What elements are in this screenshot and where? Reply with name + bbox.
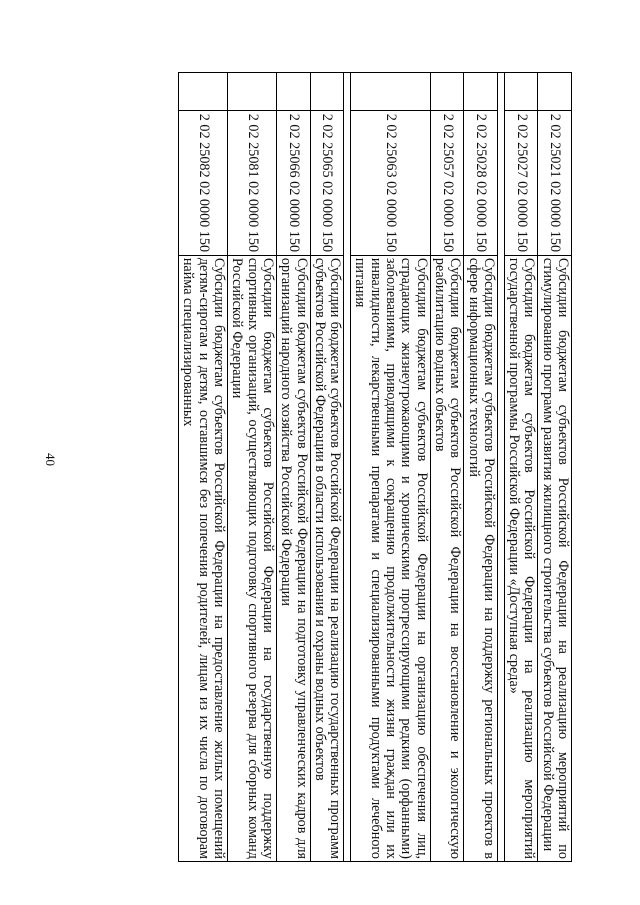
blank-cell xyxy=(228,73,277,111)
blank-cell xyxy=(276,73,310,111)
description-cell: Субсидии бюджетам субъектов Российской Федерации на подготовку управленческих кадров для организаций народного хозяйства Российской Федерации xyxy=(276,255,310,861)
blank-cell xyxy=(504,73,538,111)
description-cell: Субсидии бюджетам субъектов Российской Федерации на реализацию мероприятий по стимулированию программ развития жилищного строительства субъектов Российской Федерации xyxy=(538,255,572,861)
description-cell: Субсидии бюджетам субъектов Российской Федерации на предоставление жилых помещений детям-сиротам и детям, оставшимся без попечения родителей, лицам из их числа по договорам найма специализированных xyxy=(179,255,228,861)
blank-cell xyxy=(538,73,572,111)
code-cell: 2 02 25057 02 0000 150 xyxy=(430,111,464,256)
table-row xyxy=(179,73,228,862)
table-row xyxy=(464,73,498,862)
budget-codes-table xyxy=(178,72,572,862)
description-cell: Субсидии бюджетам субъектов Российской Федерации на восстановление и экологическую реабилитацию водных объектов xyxy=(430,255,464,861)
code-cell: 2 02 25028 02 0000 150 xyxy=(464,111,498,256)
blank-cell xyxy=(310,73,344,111)
page-number: 40 xyxy=(43,453,58,466)
code-cell: 2 02 25082 02 0000 150 xyxy=(179,111,228,256)
code-cell: 2 02 25066 02 0000 150 xyxy=(276,111,310,256)
code-cell: 2 02 25027 02 0000 150 xyxy=(504,111,538,256)
code-cell: 2 02 25021 02 0000 150 xyxy=(538,111,572,256)
table-row xyxy=(504,73,538,862)
description-cell: Субсидии бюджетам субъектов Российской Федерации на реализацию мероприятий государственной программы Российской Федерации «Доступная среда» xyxy=(504,255,538,861)
blank-cell xyxy=(179,73,228,111)
code-cell: 2 02 25065 02 0000 150 xyxy=(310,111,344,256)
table-row xyxy=(228,73,277,862)
description-cell: Субсидии бюджетам субъектов Российской Федерации на государственную поддержку спортивных организаций, осуществляющих подготовку спортивного резерва для сборных команд Российской Федерации xyxy=(228,255,277,861)
table-gap-row xyxy=(344,73,351,862)
description-cell: Субсидии бюджетам субъектов Российской Федерации на реализацию государственных программ субъектов Российской Федерации в области использования и охраны водных объектов xyxy=(310,255,344,861)
table-row xyxy=(538,73,572,862)
gap-cell xyxy=(344,73,351,862)
table-gap-row xyxy=(497,73,504,862)
description-cell: Субсидии бюджетам субъектов Российской Федерации на организацию обеспечения лиц, страдающих жизнеугрожающими и хроническими прогрессирующими редкими (орфанными) заболеваниями, приводящими к сокращению продолжительности жизни граждан или их инвалидности, лекарственными препаратами и специализированными продуктами лечебного питания xyxy=(351,255,430,861)
table-row xyxy=(351,73,430,862)
blank-cell xyxy=(351,73,430,111)
table-row xyxy=(276,73,310,862)
table-row xyxy=(310,73,344,862)
blank-cell xyxy=(430,73,464,111)
rotated-page-content xyxy=(85,72,572,862)
table-row xyxy=(430,73,464,862)
gap-cell xyxy=(497,73,504,862)
description-cell: Субсидии бюджетам субъектов Российской Федерации на поддержку региональных проектов в сфере информационных технологий xyxy=(464,255,498,861)
code-cell: 2 02 25063 02 0000 150 xyxy=(351,111,430,256)
code-cell: 2 02 25081 02 0000 150 xyxy=(228,111,277,256)
blank-cell xyxy=(464,73,498,111)
